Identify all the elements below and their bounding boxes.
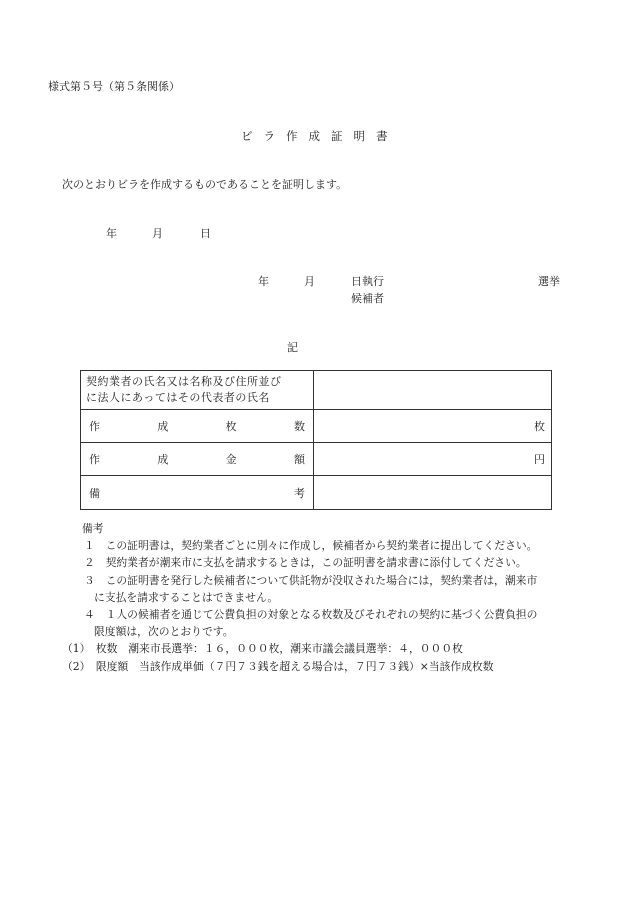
amount-label: 作 成 金 額 xyxy=(89,453,305,466)
note-3-line2: に支払を請求することはできません。 xyxy=(94,590,279,604)
contractor-label-line2: に法人にあってはその代表者の氏名 xyxy=(86,391,270,404)
remarks-label: 備 考 xyxy=(89,486,305,500)
contractor-value-cell[interactable] xyxy=(314,371,552,410)
note-4-sub-1: （1） 枚数 潮来市長選挙：１６，０００枚，潮来市議会議員選挙：４，０００枚 xyxy=(62,642,463,656)
form-number: 様式第５号（第５条関係） xyxy=(48,80,180,93)
note-3-line1: ３ この証明書を発行した候補者について供託物が没収された場合には，契約業者は，潮来市 xyxy=(84,573,538,587)
table-row-amount xyxy=(81,443,552,476)
quantity-value-cell[interactable] xyxy=(314,410,552,443)
intro-text: 次のとおりビラを作成するものであることを証明します。 xyxy=(62,178,348,191)
record-label: 記 xyxy=(287,341,298,354)
contractor-label-line1: 契約業者の氏名又は名称及び住所並び xyxy=(86,375,282,388)
remarks-value-cell[interactable] xyxy=(314,476,552,510)
notes-heading: 備考 xyxy=(82,522,104,535)
remarks-label-cell xyxy=(81,476,314,510)
amount-label-cell xyxy=(81,443,314,476)
note-4-line2: 限度額は，次のとおりです。 xyxy=(94,625,234,639)
amount-unit: 円 xyxy=(534,453,545,466)
quantity-label-cell xyxy=(81,410,314,443)
notes-section xyxy=(62,520,537,675)
table-row-quantity xyxy=(81,410,552,443)
table-row-remarks xyxy=(81,476,552,510)
election-year-label: 年 xyxy=(258,275,269,288)
election-month-label: 月 xyxy=(304,275,315,288)
election-day-exec-label: 日執行 xyxy=(351,275,384,288)
candidate-label: 候補者 xyxy=(351,292,384,305)
table-row-contractor xyxy=(81,371,552,410)
quantity-unit: 枚 xyxy=(534,420,545,433)
issue-month-label: 月 xyxy=(152,227,163,240)
certificate-table xyxy=(80,370,552,510)
issue-day-label: 日 xyxy=(200,227,211,240)
note-2: ２ 契約業者が潮来市に支払を請求するときは，この証明書を請求書に添付してください。 xyxy=(84,556,527,570)
contractor-label-cell xyxy=(81,371,314,410)
note-1: １ この証明書は，契約業者ごとに別々に作成し，候補者から契約業者に提出してください。 xyxy=(84,539,538,553)
amount-value-cell[interactable] xyxy=(314,443,552,476)
note-4-sub-2: （2） 限度額 当該作成単価（７円７３銭を超える場合は，７円７３銭）×当該作成枚数 xyxy=(62,659,494,673)
note-4-line1: ４ １人の候補者を通じて公費負担の対象となる枚数及びそれぞれの契約に基づく公費負担の xyxy=(84,608,538,622)
issue-year-label: 年 xyxy=(106,227,117,240)
election-label: 選挙 xyxy=(538,275,560,288)
quantity-label: 作 成 枚 数 xyxy=(89,420,305,433)
document-title: ビラ作成証明書 xyxy=(241,129,399,143)
